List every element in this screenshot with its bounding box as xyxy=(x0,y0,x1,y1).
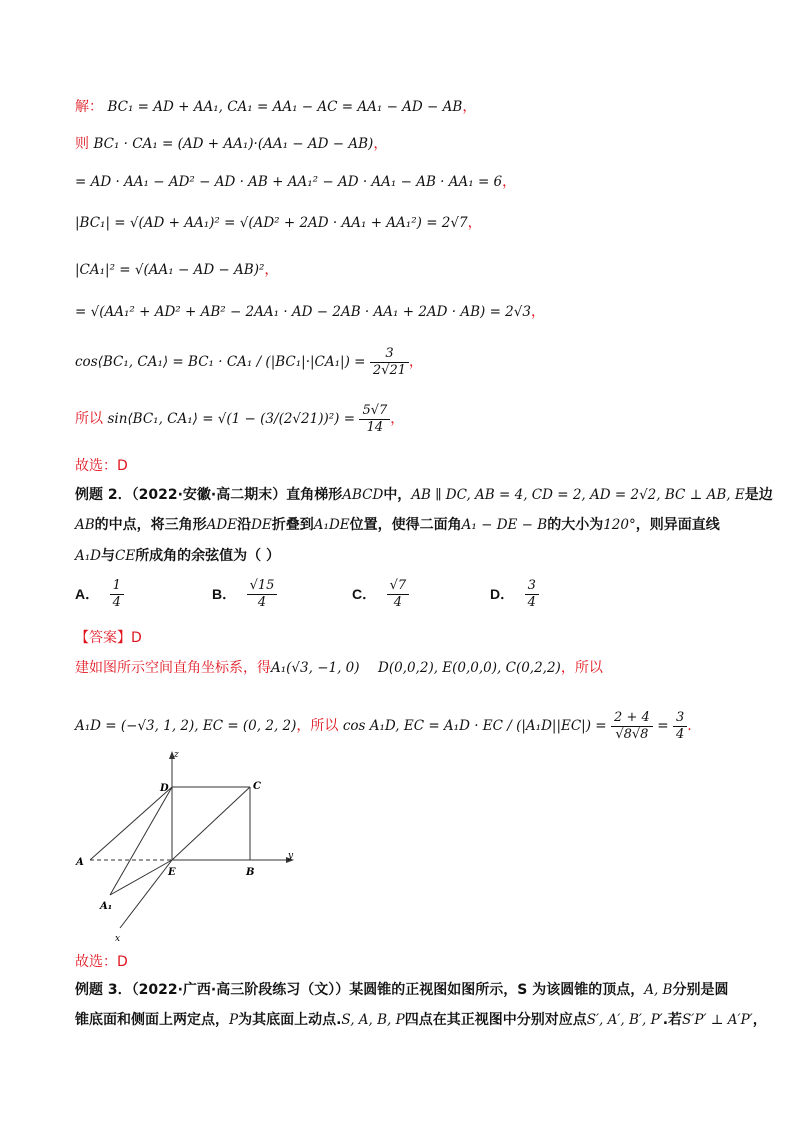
solution-line-3 xyxy=(75,172,516,192)
period: . xyxy=(687,718,692,734)
solution-line-2 xyxy=(75,134,387,154)
option-label: C． xyxy=(352,585,377,602)
dot-product-expansion: BC₁ · CA₁ = (AD + AA₁)·(AA₁ − AD − AB) xyxy=(93,136,374,152)
vectors-a1d-ec: A₁D = (−√3, 1, 2), EC = (0, 2, 2) xyxy=(75,718,297,734)
cosine-denominator: 2√21 xyxy=(372,362,407,378)
solution-2-line-1 xyxy=(75,658,603,678)
problem-math: A₁D xyxy=(75,548,101,564)
problem-math: AB ∥ DC, AB = 4, CD = 2, AD = 2√2, BC ⊥ AB, E xyxy=(411,487,745,503)
result-numerator: 3 xyxy=(673,710,687,727)
solution-text: ，所以 xyxy=(560,660,603,676)
solution-label: 解： xyxy=(75,99,103,115)
label-x: x xyxy=(115,934,121,944)
example-2-line-1 xyxy=(75,485,773,505)
example-2-source: （2022·安徽·高二期末） xyxy=(131,487,287,503)
label-a: A xyxy=(76,857,84,868)
comma: ， xyxy=(264,262,279,278)
problem-text: 位置，使得二面角 xyxy=(349,517,462,533)
solution-line-8 xyxy=(75,402,404,436)
option-d xyxy=(490,578,539,611)
problem-text: 中， xyxy=(383,487,412,503)
problem-text: 折叠到 xyxy=(271,517,314,533)
step-numerator: 2 + 4 xyxy=(611,710,653,727)
label-d: D xyxy=(160,783,169,794)
example-3-label: 例题 3． xyxy=(75,982,132,998)
example-2-label: 例题 2． xyxy=(75,487,132,503)
example-3-source: （2022·广西·高三阶段练习（文）） xyxy=(131,982,350,998)
option-fraction xyxy=(387,578,410,611)
cosine-expression-2: cos A₁D, EC = A₁D · EC / (|A₁D||EC|) = xyxy=(342,718,607,734)
point-a1: A₁(√3, −1, 0) xyxy=(271,660,360,676)
problem-text: 锥底面和侧面上两定点， xyxy=(75,1012,229,1028)
option-fraction xyxy=(247,578,278,611)
problem-text: 的大小为 xyxy=(547,517,604,533)
option-denominator: 4 xyxy=(257,595,267,610)
option-b xyxy=(212,578,277,611)
problem-math: A₁ − DE − B xyxy=(461,517,548,533)
answer-tag: 【答案】D xyxy=(75,630,142,646)
magnitude-bc1: |BC₁| = √(AD + AA₁)² = √(AD² + 2AD · AA₁ + AA₁²) = 2√7 xyxy=(75,215,468,231)
label-y: y xyxy=(288,851,294,861)
coordinate-diagram xyxy=(60,745,320,945)
answer-1: 故选：D xyxy=(75,458,128,474)
segment-a1e xyxy=(110,860,172,895)
label-e: E xyxy=(168,867,176,878)
comma: ， xyxy=(502,174,517,190)
problem-math: A, B xyxy=(644,982,673,998)
sine-numerator: 5√7 xyxy=(359,403,390,420)
option-numerator: √7 xyxy=(387,578,410,595)
cosine-value xyxy=(370,346,409,379)
cosine-result xyxy=(673,710,687,743)
problem-text: 沿 xyxy=(237,517,252,533)
option-label: B． xyxy=(212,585,237,602)
comma: ， xyxy=(409,354,424,370)
problem-text: 所成角的余弦值为（ ） xyxy=(135,548,281,564)
label-c: C xyxy=(253,781,261,792)
magnitude-ca1: = √(AA₁² + AD² + AB² − 2AA₁ · AD − 2AB · AA₁ + 2AD · AB) = 2√3 xyxy=(75,304,531,320)
problem-math: S′P′ ⊥ A′P′ xyxy=(682,1012,753,1028)
option-a xyxy=(75,578,124,611)
comma: ， xyxy=(390,411,405,427)
segment-ec xyxy=(172,787,250,860)
solution-text: 建如图所示空间直角坐标系，得 xyxy=(75,660,271,676)
label-b: B xyxy=(246,867,255,878)
step-denominator: √8√8 xyxy=(615,726,649,742)
solution-line-4 xyxy=(75,213,482,233)
segment-da1 xyxy=(110,787,172,895)
example-3-line-2 xyxy=(75,1010,767,1030)
problem-math: A₁DE xyxy=(313,517,350,533)
problem-math: S′, A′, B′, P′ xyxy=(586,1012,663,1028)
problem-text: 的中点，将三角形 xyxy=(94,517,207,533)
answer-2: 故选：D xyxy=(75,954,128,970)
problem-math: ADE xyxy=(206,517,238,533)
label-z: z xyxy=(174,750,179,760)
problem-text: 与 xyxy=(101,548,115,564)
problem-text: 是边 xyxy=(744,487,773,503)
label-a1: A₁ xyxy=(100,901,113,912)
x-axis xyxy=(120,860,172,928)
problem-text: ， xyxy=(752,1012,767,1028)
example-2-line-2 xyxy=(75,515,720,535)
cosine-step xyxy=(611,710,653,743)
problem-text: 为其底面上动点. xyxy=(238,1012,342,1028)
sine-expression: sin⟨BC₁, CA₁⟩ = √(1 − (3/(2√21))²) = xyxy=(107,411,356,427)
cosine-expression: cos⟨BC₁, CA₁⟩ = BC₁ · CA₁ / (|BC₁|·|CA₁|) = xyxy=(75,354,366,370)
solution-line-7 xyxy=(75,345,423,379)
example-2-line-3 xyxy=(75,546,280,566)
problem-text: 某圆锥的正视图如图所示，S 为该圆锥的顶点， xyxy=(349,982,645,998)
example-3-line-1 xyxy=(75,980,728,1000)
solution-line-6 xyxy=(75,302,545,322)
problem-math: DE xyxy=(251,517,272,533)
option-c xyxy=(352,578,409,611)
problem-text: 分别是圆 xyxy=(672,982,729,998)
problem-math: P xyxy=(229,1012,239,1028)
problem-math: 120° xyxy=(603,517,636,533)
option-fraction xyxy=(525,578,539,611)
solution-2-line-2 xyxy=(75,706,692,746)
problem-text: ，则异面直线 xyxy=(635,517,720,533)
points-d-e-c: D(0,0,2), E(0,0,0), C(0,2,2) xyxy=(378,660,561,676)
then-label: 则 xyxy=(75,136,89,152)
therefore-label: 所以 xyxy=(75,411,103,427)
problem-math: CE xyxy=(115,548,136,564)
problem-text: 直角梯形 xyxy=(286,487,343,503)
result-denominator: 4 xyxy=(675,726,685,742)
option-denominator: 4 xyxy=(527,595,536,610)
option-numerator: √15 xyxy=(247,578,278,595)
option-fraction xyxy=(110,578,124,611)
comma: ， xyxy=(467,215,482,231)
problem-text: 四点在其正视图中分别对应点 xyxy=(404,1012,587,1028)
comma: ， xyxy=(373,136,388,152)
solution-line-1 xyxy=(75,97,476,117)
option-label: A． xyxy=(75,585,100,602)
cosine-numerator: 3 xyxy=(370,346,409,363)
segment-da xyxy=(90,787,172,860)
option-denominator: 4 xyxy=(393,595,402,610)
option-label: D． xyxy=(490,585,515,602)
option-denominator: 4 xyxy=(112,595,121,610)
solution-line-5 xyxy=(75,260,278,280)
comma: ， xyxy=(462,99,477,115)
dot-product-result: = AD · AA₁ − AD² − AD · AB + AA₁² − AD · AA₁ − AB · AA₁ = 6 xyxy=(75,174,503,190)
option-numerator: 1 xyxy=(110,578,124,595)
solution-text: ，所以 xyxy=(296,718,339,734)
option-numerator: 3 xyxy=(525,578,539,595)
magnitude-ca1-squared: |CA₁|² = √(AA₁ − AD − AB)² xyxy=(75,262,265,278)
equals-sign: = xyxy=(657,718,669,734)
problem-math: AB xyxy=(75,517,95,533)
sine-value xyxy=(359,403,390,436)
comma: ， xyxy=(530,304,545,320)
problem-math: S, A, B, P xyxy=(341,1012,405,1028)
sine-denominator: 14 xyxy=(366,419,384,435)
problem-text: .若 xyxy=(662,1012,683,1028)
problem-math: ABCD xyxy=(342,487,384,503)
vector-equation: BC₁ = AD + AA₁, CA₁ = AA₁ − AC = AA₁ − AD − AB xyxy=(107,99,463,115)
